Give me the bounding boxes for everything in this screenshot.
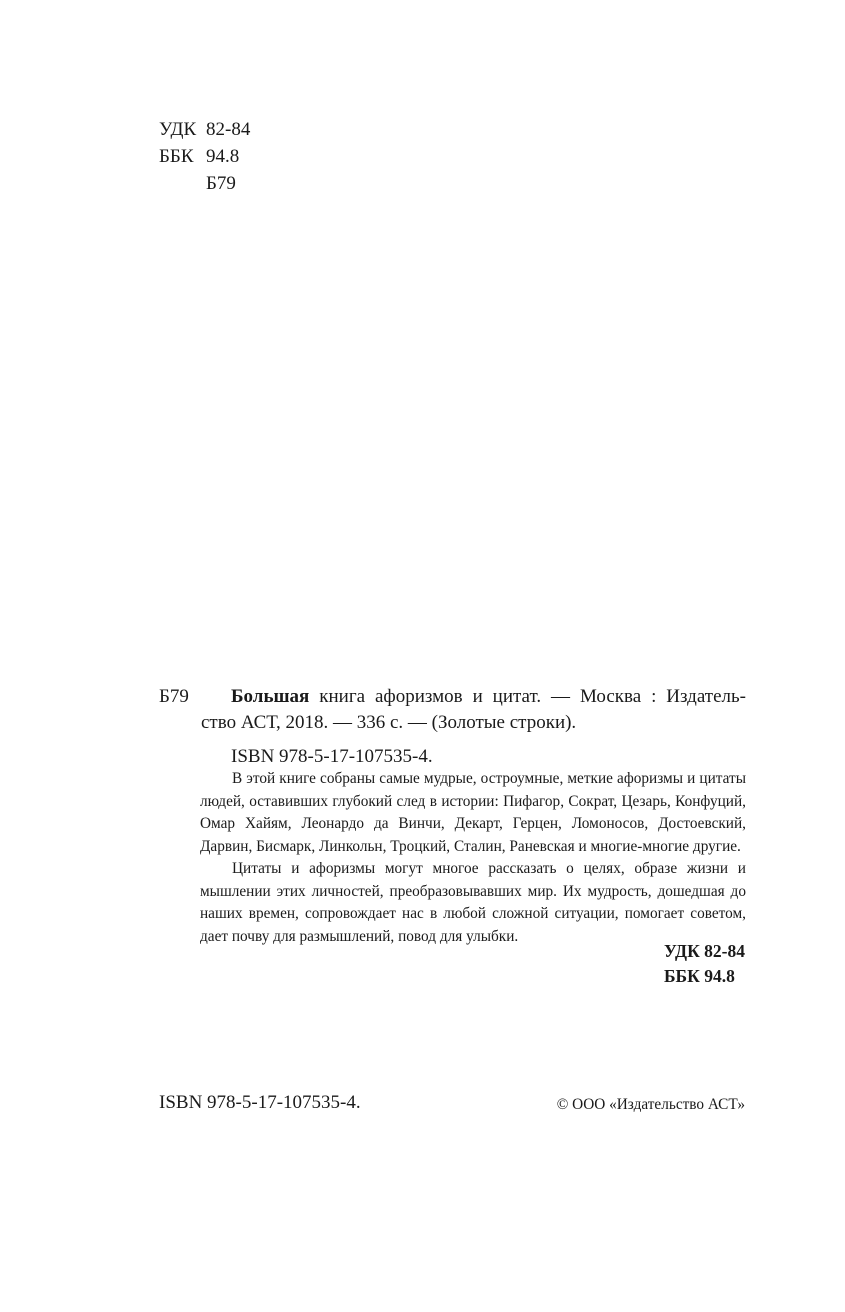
annotation-paragraph-1: В этой книге собраны самые мудрые, остроумные, меткие афоризмы и цитаты людей, оставивших глубокий след в истории: Пифагор, Сократ, Цезарь, Конфуций, Омар Хайям, Леонардо да Винчи, Декарт, Герцен, Ломоносов, Достоевский, Дарвин, Бисмарк, Линкольн, Троцкий, Сталин, Раневская и многие-многие другие.: [200, 770, 746, 855]
bbk-value: 94.8: [206, 146, 240, 167]
classification-top: [159, 116, 250, 197]
author-sign: Б79: [159, 686, 189, 707]
footer-isbn: ISBN 978-5-17-107535-4.: [159, 1092, 361, 1113]
annotation: [200, 768, 746, 948]
entry-isbn: ISBN 978-5-17-107535-4.: [231, 746, 433, 767]
annotation-paragraph-2: Цитаты и афоризмы могут многое рассказать о целях, образе жизни и мышлении этих личностей, преобразовывавших мир. Их мудрость, дошедшая до наших времен, сопровождает нас в любой сложной ситуации, помогает советом, дает почву для размышлений, повод для улыбки.: [200, 860, 746, 945]
udk-bottom: УДК 82-84: [663, 941, 745, 961]
bbk-bottom: ББК 94.8: [663, 966, 735, 986]
bbk-label: ББК: [159, 146, 194, 167]
bbk-row: [159, 143, 250, 170]
entry-line-1: [231, 684, 746, 710]
udk-row: [159, 116, 250, 143]
udk-label: УДК: [159, 119, 197, 140]
footer-copyright: © ООО «Издательство АСТ»: [556, 1096, 745, 1113]
entry-title-bold: Большая: [231, 686, 310, 707]
udk-value: 82-84: [206, 119, 251, 140]
author-sign-top: Б79: [206, 173, 236, 194]
bibliographic-record: [159, 684, 746, 770]
bibliographic-entry: [201, 684, 746, 736]
entry-line-1-rest: книга афоризмов и цитат. — Москва : Издатель-: [309, 686, 746, 707]
entry-line-2: ство АСТ, 2018. — 336 с. — (Золотые строки).: [201, 712, 577, 733]
classification-bottom: [664, 939, 745, 989]
